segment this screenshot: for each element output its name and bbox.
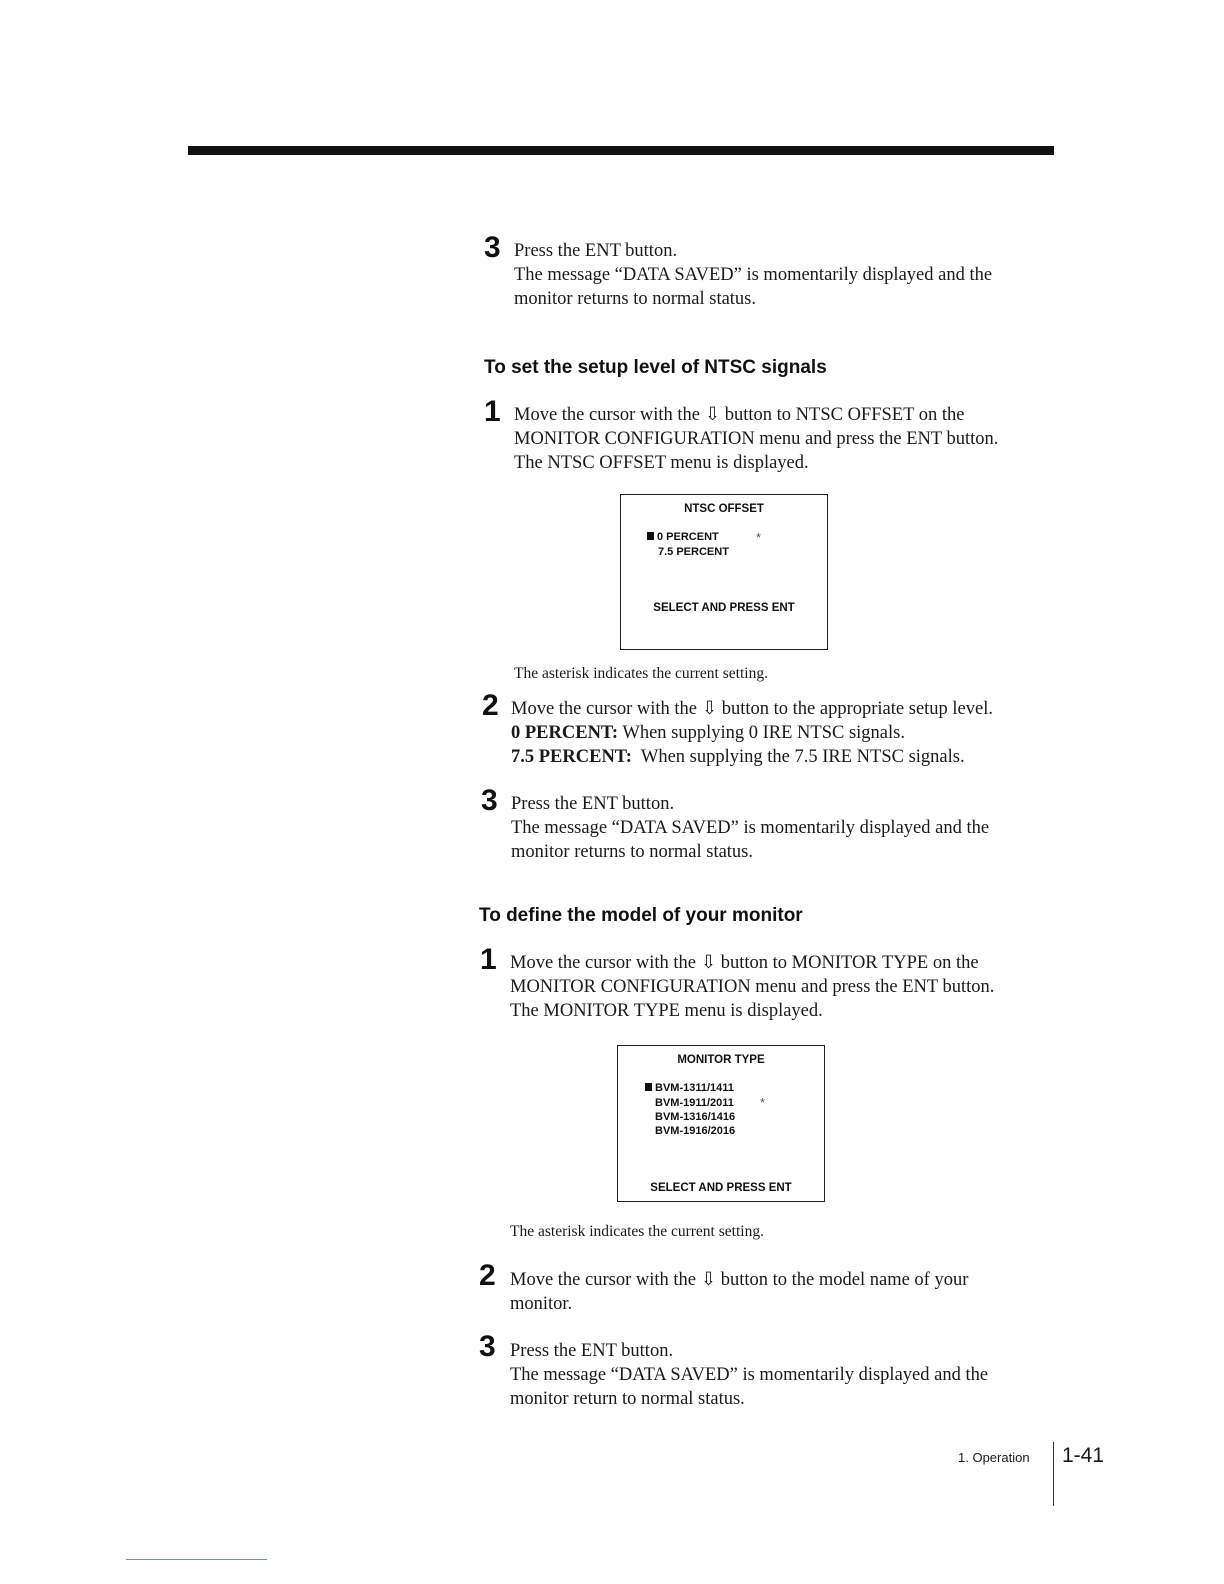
step-line: [511, 745, 993, 769]
step-line: The message “DATA SAVED” is momentarily displayed and the: [514, 265, 993, 285]
step-line: MONITOR CONFIGURATION menu and press the ENT button.: [514, 429, 999, 449]
menu-option-selected: [645, 1081, 734, 1096]
menu-footer: SELECT AND PRESS ENT: [650, 1182, 792, 1194]
step-number: 1: [480, 943, 497, 976]
step-text: [510, 1268, 968, 1316]
step-line: The message “DATA SAVED” is momentarily displayed and the: [510, 1365, 989, 1385]
footer-section-label: 1. Operation: [958, 1450, 1030, 1465]
step-line: Move the cursor with the ⇩ button to NTSC OFFSET on the: [514, 405, 965, 425]
step-text: [511, 697, 993, 769]
term-description: When supplying 0 IRE NTSC signals.: [618, 723, 905, 743]
menu-option-selected: [647, 530, 719, 545]
step-line: [511, 721, 993, 745]
monitor-type-menu: [617, 1045, 825, 1202]
bottom-rule: [126, 1559, 267, 1560]
step-text: [514, 403, 998, 475]
menu-title: MONITOR TYPE: [677, 1054, 765, 1066]
menu-footer: SELECT AND PRESS ENT: [653, 602, 795, 614]
step-number: 2: [482, 689, 499, 722]
step-number: 3: [479, 1330, 496, 1363]
section-heading-model: To define the model of your monitor: [479, 905, 803, 926]
step-line: Move the cursor with the ⇩ button to MONITOR TYPE on the: [510, 953, 979, 973]
step-number: 1: [484, 395, 501, 428]
step-line: monitor returns to normal status.: [511, 842, 754, 862]
step-line: monitor returns to normal status.: [514, 289, 757, 309]
menu-option: BVM-1916/2016: [655, 1125, 736, 1137]
step-number: 3: [481, 784, 498, 817]
menu-title: NTSC OFFSET: [684, 503, 764, 515]
step-text: [510, 1339, 988, 1411]
step-line: Press the ENT button.: [511, 794, 675, 814]
step-line: monitor return to normal status.: [510, 1389, 745, 1409]
term-label: 7.5 PERCENT:: [511, 747, 632, 767]
cursor-square-icon: [647, 532, 654, 540]
menu-option: BVM-1911/2011: [655, 1097, 734, 1109]
header-rule: [188, 146, 1054, 155]
menu-option-label: BVM-1311/1411: [655, 1082, 734, 1094]
step-line: Move the cursor with the ⇩ button to the appropriate setup level.: [511, 699, 993, 719]
section-heading-ntsc: To set the setup level of NTSC signals: [484, 357, 827, 378]
current-setting-asterisk: *: [756, 530, 762, 545]
step-text: [511, 792, 989, 864]
cursor-square-icon: [645, 1083, 652, 1091]
step-line: The NTSC OFFSET menu is displayed.: [514, 453, 809, 473]
step-line: monitor.: [510, 1294, 573, 1314]
step-number: 2: [479, 1259, 496, 1292]
page-number: 1-41: [1062, 1444, 1105, 1467]
step-line: Move the cursor with the ⇩ button to the model name of your: [510, 1270, 969, 1290]
ntsc-offset-menu: [620, 494, 828, 650]
step-line: The MONITOR TYPE menu is displayed.: [510, 1001, 823, 1021]
step-number: 3: [484, 231, 501, 264]
menu-option: 7.5 PERCENT: [658, 546, 729, 558]
term-label: 0 PERCENT:: [511, 723, 619, 743]
current-setting-asterisk: *: [760, 1095, 766, 1110]
footer-divider: [1053, 1442, 1054, 1506]
step-line: The message “DATA SAVED” is momentarily displayed and the: [511, 818, 990, 838]
step-line: Press the ENT button.: [510, 1341, 674, 1361]
menu-caption: The asterisk indicates the current setting.: [514, 665, 768, 682]
step-text: [510, 951, 994, 1023]
menu-option: BVM-1316/1416: [655, 1111, 736, 1123]
step-line: Press the ENT button.: [514, 241, 678, 261]
menu-option-label: 0 PERCENT: [657, 531, 719, 543]
term-description: When supplying the 7.5 IRE NTSC signals.: [631, 747, 965, 767]
menu-caption: The asterisk indicates the current setting.: [510, 1223, 764, 1240]
step-text: [514, 239, 992, 311]
step-line: MONITOR CONFIGURATION menu and press the ENT button.: [510, 977, 995, 997]
